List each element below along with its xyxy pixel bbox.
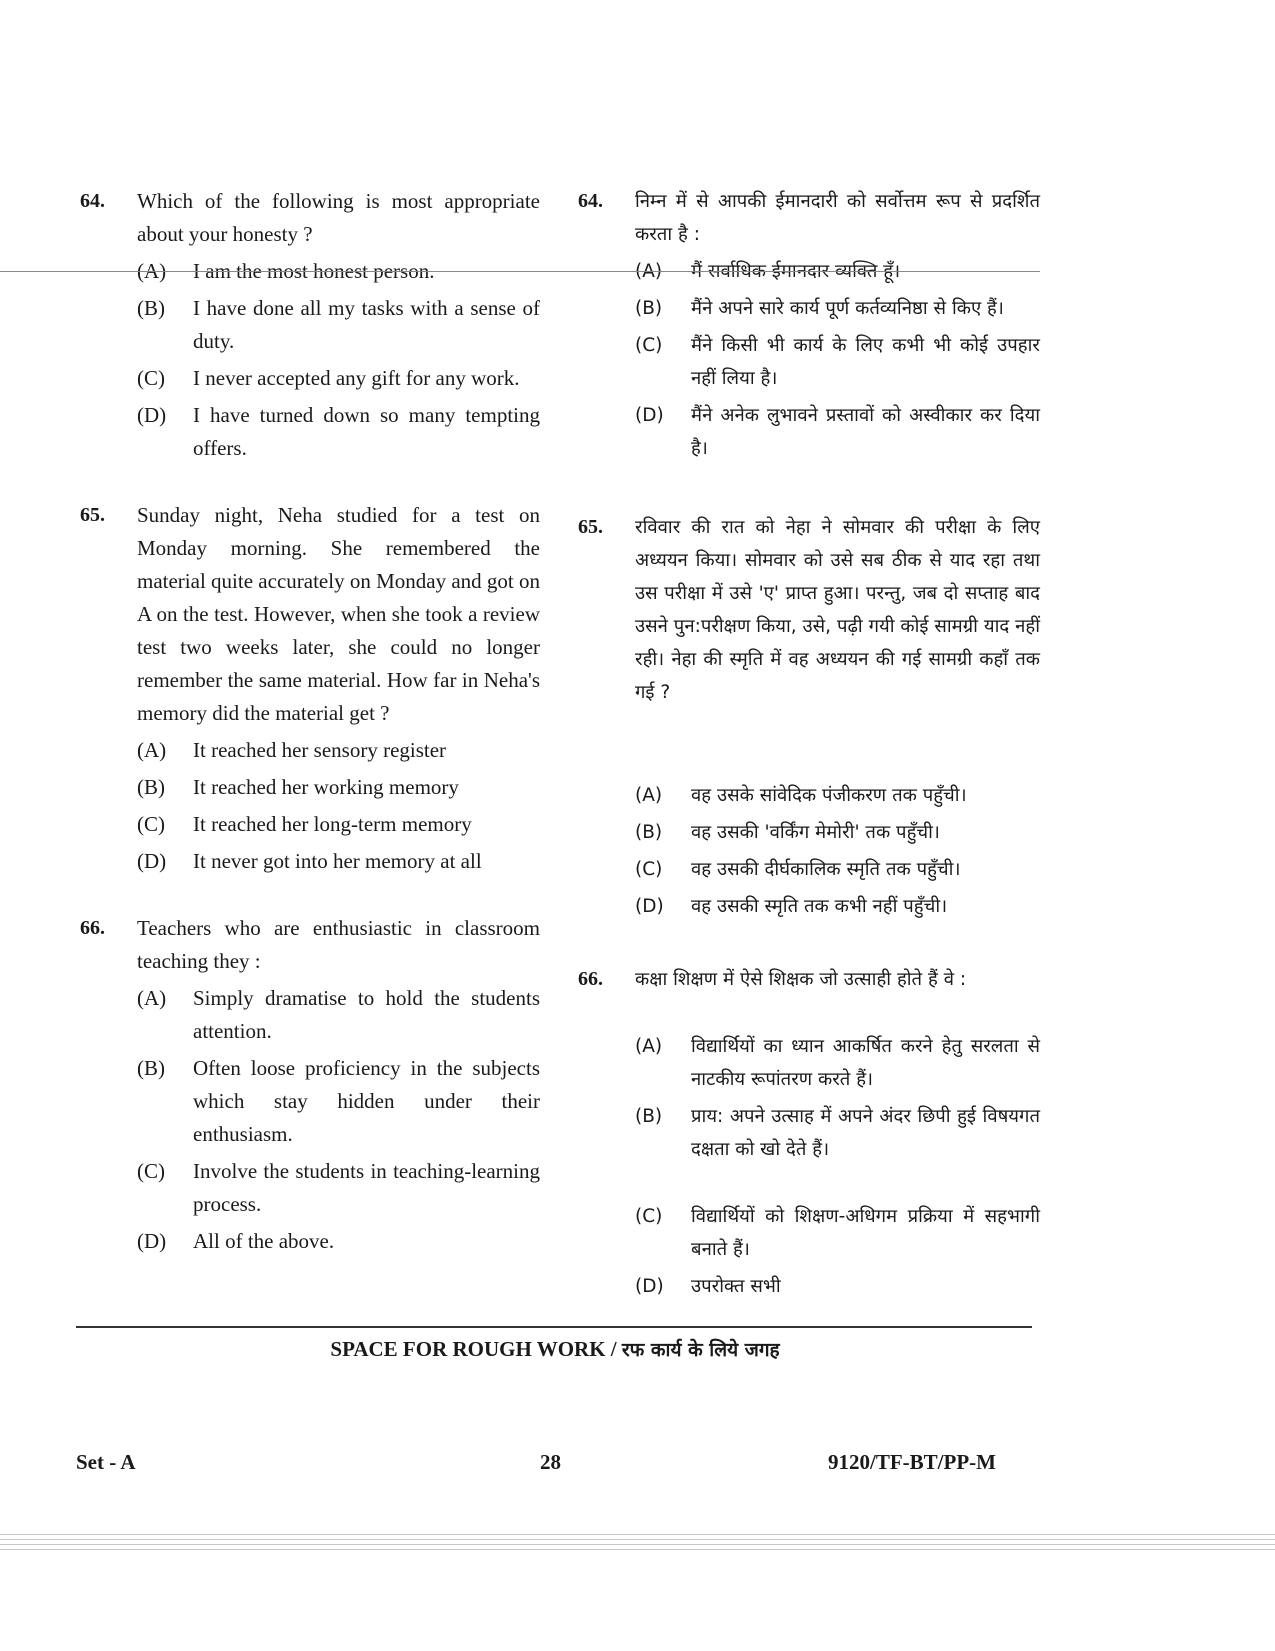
option-text: विद्यार्थियों को शिक्षण-अधिगम प्रक्रिया में सहभागी बनाते हैं। (691, 1206, 1040, 1260)
option-label: (B) (635, 822, 663, 843)
option-text: मैं सर्वाधिक ईमानदार व्यक्ति हूँ। (691, 261, 901, 282)
question-number: 64. (578, 190, 603, 212)
question-65-hi (578, 511, 1040, 923)
option-c (635, 1200, 1040, 1266)
option-label: (C) (635, 859, 663, 880)
option-label: (C) (137, 366, 165, 390)
option-text: I have turned down so many tempting offers. (193, 403, 540, 460)
question-65-en (80, 499, 540, 878)
option-label: (B) (635, 298, 663, 319)
option-b (137, 292, 540, 358)
question-64-en (80, 185, 540, 465)
option-label: (B) (635, 1106, 663, 1127)
rough-work-divider (76, 1326, 1032, 1328)
paper-code: 9120/TF-BT/PP-M (828, 1450, 996, 1474)
option-d (635, 1270, 1040, 1303)
option-text: मैंने किसी भी कार्य के लिए कभी भी कोई उपहार नहीं लिया है। (691, 335, 1040, 389)
option-b (137, 1052, 540, 1151)
question-text: निम्न में से आपकी ईमानदारी को सर्वोत्तम रूप से प्रदर्शित करता है : (635, 191, 1040, 245)
rough-work-heading (0, 1336, 1110, 1362)
rough-work-hi: रफ कार्य के लिये जगह (621, 1339, 780, 1361)
option-label: (A) (635, 1036, 663, 1057)
option-label: (A) (137, 259, 167, 283)
option-label: (A) (137, 738, 167, 762)
option-c (635, 853, 1040, 886)
option-text: प्राय: अपने उत्साह में अपने अंदर छिपी हुई विषयगत दक्षता को खो देते हैं। (691, 1106, 1040, 1160)
option-a (635, 779, 1040, 812)
option-label: (D) (137, 403, 167, 427)
question-text: Teachers who are enthusiastic in classroom teaching they : (137, 916, 540, 973)
option-a (137, 982, 540, 1048)
option-label: (D) (635, 405, 664, 426)
option-text: I have done all my tasks with a sense of duty. (193, 296, 540, 353)
option-label: (B) (137, 775, 165, 799)
option-text: वह उसकी स्मृति तक कभी नहीं पहुँची। (691, 896, 948, 917)
option-a (137, 734, 540, 767)
option-label: (C) (137, 1159, 165, 1183)
option-text: I am the most honest person. (193, 259, 435, 283)
english-column (80, 185, 540, 1258)
option-label: (D) (137, 849, 167, 873)
option-label: (A) (635, 261, 663, 282)
option-b (635, 1100, 1040, 1166)
option-c (137, 808, 540, 841)
question-64-hi (578, 185, 1040, 465)
option-label: (C) (635, 335, 663, 356)
scan-edge-lines (0, 1534, 1275, 1564)
page-number: 28 (540, 1450, 561, 1474)
set-label: Set - A (76, 1450, 136, 1474)
question-number: 66. (578, 968, 603, 990)
option-a (635, 1030, 1040, 1096)
option-label: (B) (137, 1056, 165, 1080)
question-text: रविवार की रात को नेहा ने सोमवार की परीक्षा के लिए अध्ययन किया। सोमवार को उसे सब ठीक से याद रहा तथा उस परीक्षा में उसे 'ए' प्राप्त हुआ। परन्तु, जब दो सप्ताह बाद उसने पुन:परीक्षण किया, उसे, पढ़ी गयी कोई सामग्री याद नहीं रही। नेहा की स्मृति में वह अध्ययन की गई सामग्री कहाँ तक गई ? (635, 517, 1040, 703)
option-label: (D) (635, 1276, 664, 1297)
question-text: कक्षा शिक्षण में ऐसे शिक्षक जो उत्साही होते हैं वे : (635, 969, 967, 990)
question-number: 66. (80, 917, 105, 939)
question-text: Which of the following is most appropriate about your honesty ? (137, 189, 540, 246)
option-d (137, 845, 540, 878)
option-b (635, 292, 1040, 325)
question-66-en (80, 912, 540, 1258)
option-text: उपरोक्त सभी (691, 1276, 781, 1297)
option-label: (B) (137, 296, 165, 320)
option-text: Often loose proficiency in the subjects which stay hidden under their enthusiasm. (193, 1056, 540, 1146)
question-66-hi (578, 963, 1040, 1303)
option-text: वह उसके सांवेदिक पंजीकरण तक पहुँची। (691, 785, 967, 806)
option-text: Involve the students in teaching-learning process. (193, 1159, 540, 1216)
option-text: It reached her working memory (193, 775, 459, 799)
option-text: मैंने अपने सारे कार्य पूर्ण कर्तव्यनिष्ठा से किए हैं। (691, 298, 1004, 319)
option-label: (D) (137, 1229, 167, 1253)
option-text: वह उसकी 'वर्किंग मेमोरी' तक पहुँची। (691, 822, 940, 843)
option-label: (C) (137, 812, 165, 836)
option-b (635, 816, 1040, 849)
option-d (137, 399, 540, 465)
option-label: (D) (635, 896, 664, 917)
option-label: (C) (635, 1206, 663, 1227)
question-number: 65. (80, 504, 105, 526)
option-text: It never got into her memory at all (193, 849, 482, 873)
option-label: (A) (137, 986, 167, 1010)
option-text: All of the above. (193, 1229, 335, 1253)
option-b (137, 771, 540, 804)
option-text: वह उसकी दीर्घकालिक स्मृति तक पहुँची। (691, 859, 961, 880)
option-label: (A) (635, 785, 663, 806)
option-d (635, 399, 1040, 465)
option-text: विद्यार्थियों का ध्यान आकर्षित करने हेतु सरलता से नाटकीय रूपांतरण करते हैं। (691, 1036, 1040, 1090)
hindi-column (578, 185, 1040, 1303)
option-text: Simply dramatise to hold the students attention. (193, 986, 540, 1043)
question-number: 65. (578, 516, 603, 538)
option-c (137, 1155, 540, 1221)
option-c (137, 362, 540, 395)
question-number: 64. (80, 190, 105, 212)
option-text: मैंने अनेक लुभावने प्रस्तावों को अस्वीकार कर दिया है। (691, 405, 1040, 459)
question-text: Sunday night, Neha studied for a test on Monday morning. She remembered the material quite accurately on Monday and got on A on the test. However, when she took a review test two weeks later, she could no longer remember the same material. How far in Neha's memory did the material get ? (137, 503, 540, 725)
option-c (635, 329, 1040, 395)
rough-work-en: SPACE FOR ROUGH WORK / (330, 1337, 617, 1361)
option-text: It reached her sensory register (193, 738, 447, 762)
option-d (137, 1225, 540, 1258)
option-text: I never accepted any gift for any work. (193, 366, 520, 390)
option-d (635, 890, 1040, 923)
strike-through-line (0, 271, 1040, 272)
option-text: It reached her long-term memory (193, 812, 472, 836)
